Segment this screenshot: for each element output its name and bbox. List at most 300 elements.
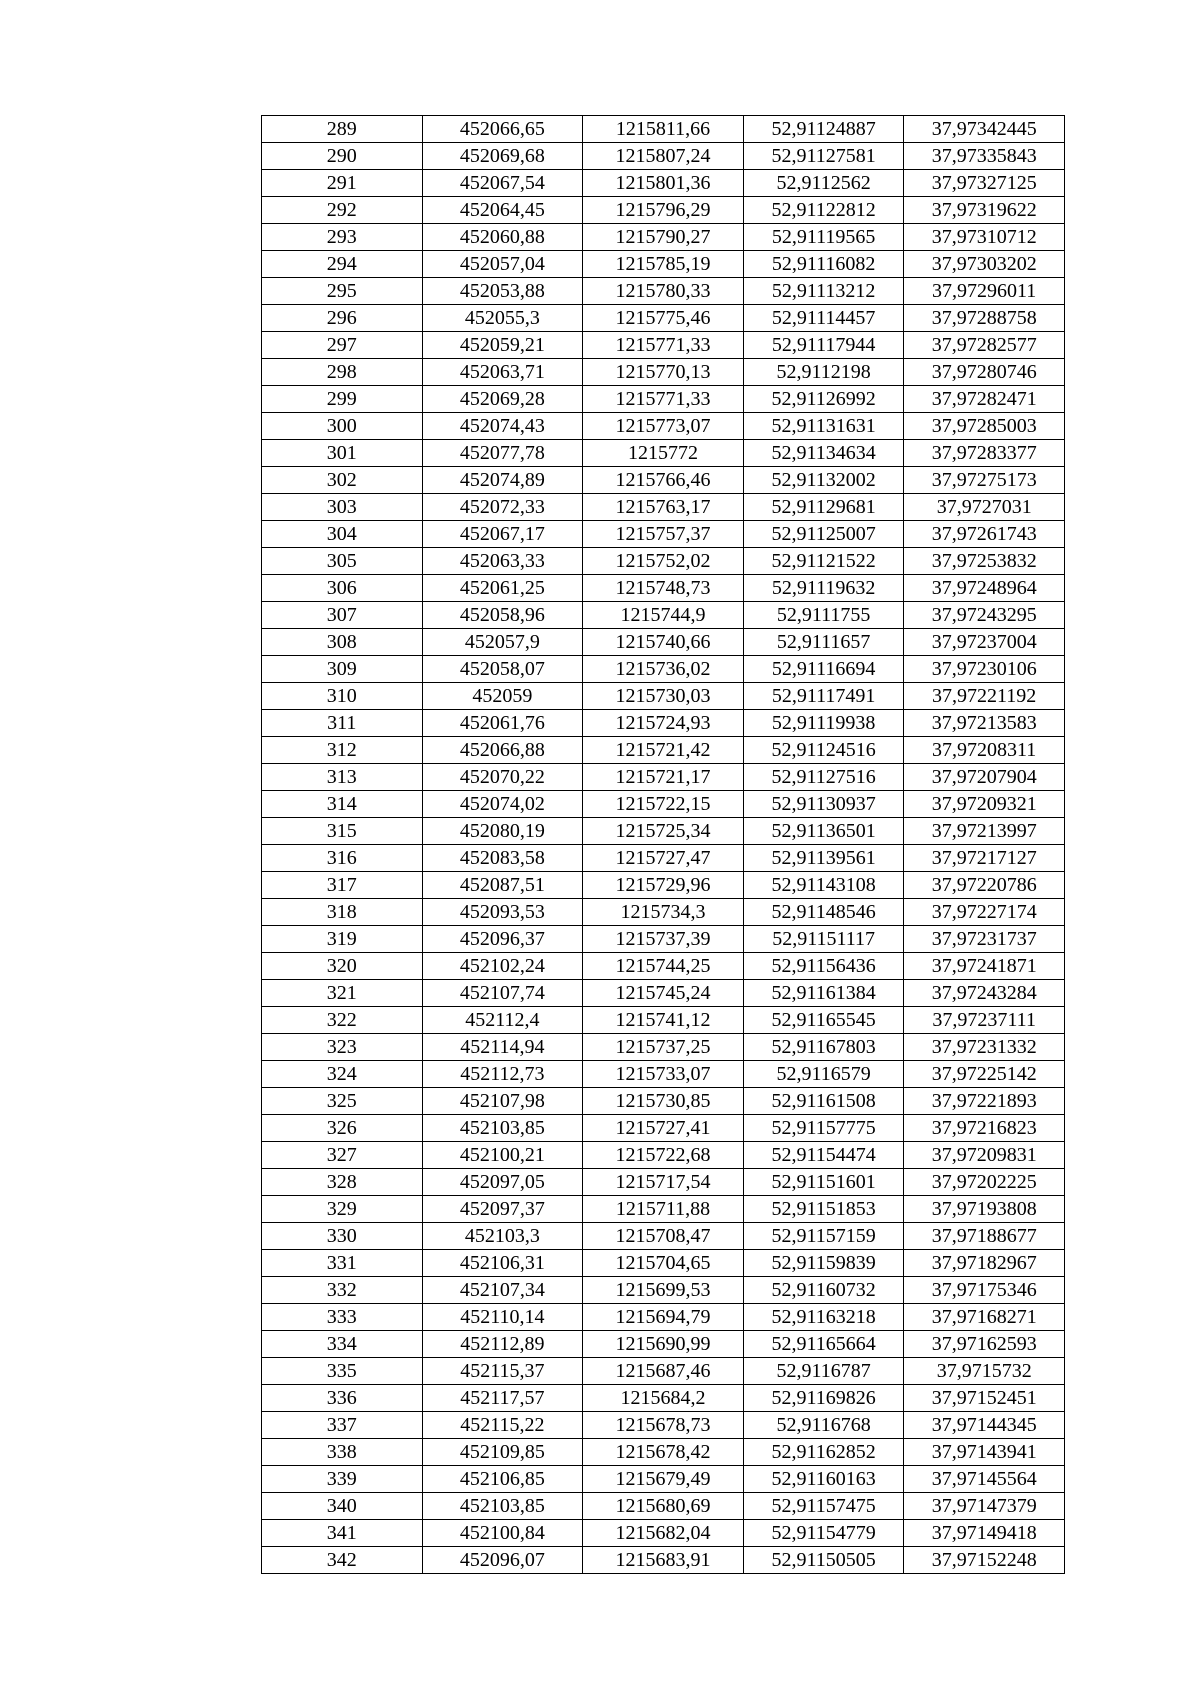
- longitude-cell: 37,97207904: [904, 764, 1065, 791]
- longitude-cell: 37,97208311: [904, 737, 1065, 764]
- table-row: [262, 1547, 1065, 1574]
- latitude-cell: 52,91113212: [743, 278, 904, 305]
- longitude-cell: 37,97237004: [904, 629, 1065, 656]
- y-coordinate-cell: 1215752,02: [583, 548, 744, 575]
- longitude-cell: 37,97282577: [904, 332, 1065, 359]
- longitude-cell: 37,97310712: [904, 224, 1065, 251]
- point-number-cell: 302: [262, 467, 423, 494]
- y-coordinate-cell: 1215763,17: [583, 494, 744, 521]
- latitude-cell: 52,9111657: [743, 629, 904, 656]
- table-row: [262, 1304, 1065, 1331]
- point-number-cell: 307: [262, 602, 423, 629]
- longitude-cell: 37,97217127: [904, 845, 1065, 872]
- y-coordinate-cell: 1215678,73: [583, 1412, 744, 1439]
- point-number-cell: 309: [262, 656, 423, 683]
- y-coordinate-cell: 1215679,49: [583, 1466, 744, 1493]
- latitude-cell: 52,91131631: [743, 413, 904, 440]
- longitude-cell: 37,97342445: [904, 116, 1065, 143]
- y-coordinate-cell: 1215811,66: [583, 116, 744, 143]
- table-row: [262, 683, 1065, 710]
- x-coordinate-cell: 452103,3: [422, 1223, 583, 1250]
- longitude-cell: 37,97209321: [904, 791, 1065, 818]
- x-coordinate-cell: 452100,21: [422, 1142, 583, 1169]
- latitude-cell: 52,91160732: [743, 1277, 904, 1304]
- table-row: [262, 548, 1065, 575]
- point-number-cell: 291: [262, 170, 423, 197]
- x-coordinate-cell: 452097,37: [422, 1196, 583, 1223]
- point-number-cell: 318: [262, 899, 423, 926]
- latitude-cell: 52,91129681: [743, 494, 904, 521]
- table-row: [262, 143, 1065, 170]
- x-coordinate-cell: 452097,05: [422, 1169, 583, 1196]
- point-number-cell: 328: [262, 1169, 423, 1196]
- point-number-cell: 296: [262, 305, 423, 332]
- y-coordinate-cell: 1215796,29: [583, 197, 744, 224]
- table-row: [262, 737, 1065, 764]
- latitude-cell: 52,91154474: [743, 1142, 904, 1169]
- y-coordinate-cell: 1215737,25: [583, 1034, 744, 1061]
- x-coordinate-cell: 452061,76: [422, 710, 583, 737]
- x-coordinate-cell: 452058,07: [422, 656, 583, 683]
- x-coordinate-cell: 452074,02: [422, 791, 583, 818]
- latitude-cell: 52,91119632: [743, 575, 904, 602]
- x-coordinate-cell: 452063,33: [422, 548, 583, 575]
- x-coordinate-cell: 452112,4: [422, 1007, 583, 1034]
- latitude-cell: 52,9111755: [743, 602, 904, 629]
- latitude-cell: 52,91151853: [743, 1196, 904, 1223]
- point-number-cell: 321: [262, 980, 423, 1007]
- point-number-cell: 313: [262, 764, 423, 791]
- x-coordinate-cell: 452100,84: [422, 1520, 583, 1547]
- longitude-cell: 37,97335843: [904, 143, 1065, 170]
- table-row: [262, 1412, 1065, 1439]
- table-row: [262, 386, 1065, 413]
- x-coordinate-cell: 452057,04: [422, 251, 583, 278]
- longitude-cell: 37,97144345: [904, 1412, 1065, 1439]
- table-row: [262, 1520, 1065, 1547]
- point-number-cell: 304: [262, 521, 423, 548]
- longitude-cell: 37,97168271: [904, 1304, 1065, 1331]
- x-coordinate-cell: 452057,9: [422, 629, 583, 656]
- point-number-cell: 319: [262, 926, 423, 953]
- y-coordinate-cell: 1215785,19: [583, 251, 744, 278]
- point-number-cell: 338: [262, 1439, 423, 1466]
- table-row: [262, 602, 1065, 629]
- longitude-cell: 37,97231737: [904, 926, 1065, 953]
- y-coordinate-cell: 1215722,15: [583, 791, 744, 818]
- x-coordinate-cell: 452106,31: [422, 1250, 583, 1277]
- table-row: [262, 710, 1065, 737]
- x-coordinate-cell: 452102,24: [422, 953, 583, 980]
- y-coordinate-cell: 1215790,27: [583, 224, 744, 251]
- latitude-cell: 52,91116694: [743, 656, 904, 683]
- point-number-cell: 290: [262, 143, 423, 170]
- longitude-cell: 37,97283377: [904, 440, 1065, 467]
- table-row: [262, 845, 1065, 872]
- y-coordinate-cell: 1215807,24: [583, 143, 744, 170]
- longitude-cell: 37,97253832: [904, 548, 1065, 575]
- y-coordinate-cell: 1215727,47: [583, 845, 744, 872]
- y-coordinate-cell: 1215721,42: [583, 737, 744, 764]
- latitude-cell: 52,91117944: [743, 332, 904, 359]
- x-coordinate-cell: 452061,25: [422, 575, 583, 602]
- x-coordinate-cell: 452059,21: [422, 332, 583, 359]
- y-coordinate-cell: 1215730,03: [583, 683, 744, 710]
- longitude-cell: 37,97237111: [904, 1007, 1065, 1034]
- table-row: [262, 1196, 1065, 1223]
- table-row: [262, 1439, 1065, 1466]
- y-coordinate-cell: 1215684,2: [583, 1385, 744, 1412]
- y-coordinate-cell: 1215722,68: [583, 1142, 744, 1169]
- latitude-cell: 52,91127516: [743, 764, 904, 791]
- longitude-cell: 37,97147379: [904, 1493, 1065, 1520]
- latitude-cell: 52,91150505: [743, 1547, 904, 1574]
- longitude-cell: 37,97182967: [904, 1250, 1065, 1277]
- y-coordinate-cell: 1215740,66: [583, 629, 744, 656]
- y-coordinate-cell: 1215711,88: [583, 1196, 744, 1223]
- table-row: [262, 440, 1065, 467]
- table-row: [262, 170, 1065, 197]
- latitude-cell: 52,91162852: [743, 1439, 904, 1466]
- y-coordinate-cell: 1215682,04: [583, 1520, 744, 1547]
- longitude-cell: 37,97209831: [904, 1142, 1065, 1169]
- latitude-cell: 52,91119565: [743, 224, 904, 251]
- point-number-cell: 320: [262, 953, 423, 980]
- x-coordinate-cell: 452053,88: [422, 278, 583, 305]
- y-coordinate-cell: 1215744,9: [583, 602, 744, 629]
- point-number-cell: 340: [262, 1493, 423, 1520]
- table-row: [262, 926, 1065, 953]
- y-coordinate-cell: 1215757,37: [583, 521, 744, 548]
- x-coordinate-cell: 452066,65: [422, 116, 583, 143]
- point-number-cell: 310: [262, 683, 423, 710]
- point-number-cell: 314: [262, 791, 423, 818]
- x-coordinate-cell: 452074,89: [422, 467, 583, 494]
- point-number-cell: 311: [262, 710, 423, 737]
- point-number-cell: 303: [262, 494, 423, 521]
- table-row: [262, 413, 1065, 440]
- y-coordinate-cell: 1215734,3: [583, 899, 744, 926]
- point-number-cell: 300: [262, 413, 423, 440]
- y-coordinate-cell: 1215725,34: [583, 818, 744, 845]
- x-coordinate-cell: 452072,33: [422, 494, 583, 521]
- longitude-cell: 37,97303202: [904, 251, 1065, 278]
- point-number-cell: 301: [262, 440, 423, 467]
- point-number-cell: 336: [262, 1385, 423, 1412]
- latitude-cell: 52,91124516: [743, 737, 904, 764]
- point-number-cell: 339: [262, 1466, 423, 1493]
- y-coordinate-cell: 1215766,46: [583, 467, 744, 494]
- y-coordinate-cell: 1215704,65: [583, 1250, 744, 1277]
- latitude-cell: 52,91132002: [743, 467, 904, 494]
- latitude-cell: 52,91160163: [743, 1466, 904, 1493]
- longitude-cell: 37,97241871: [904, 953, 1065, 980]
- longitude-cell: 37,97243295: [904, 602, 1065, 629]
- point-number-cell: 333: [262, 1304, 423, 1331]
- y-coordinate-cell: 1215772: [583, 440, 744, 467]
- point-number-cell: 334: [262, 1331, 423, 1358]
- latitude-cell: 52,91165545: [743, 1007, 904, 1034]
- longitude-cell: 37,97248964: [904, 575, 1065, 602]
- table-row: [262, 1169, 1065, 1196]
- point-number-cell: 312: [262, 737, 423, 764]
- point-number-cell: 305: [262, 548, 423, 575]
- longitude-cell: 37,97288758: [904, 305, 1065, 332]
- longitude-cell: 37,97220786: [904, 872, 1065, 899]
- point-number-cell: 294: [262, 251, 423, 278]
- x-coordinate-cell: 452107,74: [422, 980, 583, 1007]
- longitude-cell: 37,97221893: [904, 1088, 1065, 1115]
- point-number-cell: 330: [262, 1223, 423, 1250]
- y-coordinate-cell: 1215683,91: [583, 1547, 744, 1574]
- x-coordinate-cell: 452106,85: [422, 1466, 583, 1493]
- latitude-cell: 52,91116082: [743, 251, 904, 278]
- x-coordinate-cell: 452069,28: [422, 386, 583, 413]
- table-row: [262, 494, 1065, 521]
- table-row: [262, 899, 1065, 926]
- y-coordinate-cell: 1215680,69: [583, 1493, 744, 1520]
- latitude-cell: 52,91163218: [743, 1304, 904, 1331]
- y-coordinate-cell: 1215724,93: [583, 710, 744, 737]
- point-number-cell: 323: [262, 1034, 423, 1061]
- longitude-cell: 37,97145564: [904, 1466, 1065, 1493]
- table-row: [262, 251, 1065, 278]
- table-row: [262, 1223, 1065, 1250]
- longitude-cell: 37,97327125: [904, 170, 1065, 197]
- table-row: [262, 1331, 1065, 1358]
- coordinates-table: [261, 115, 1065, 1574]
- longitude-cell: 37,97230106: [904, 656, 1065, 683]
- longitude-cell: 37,97285003: [904, 413, 1065, 440]
- x-coordinate-cell: 452077,78: [422, 440, 583, 467]
- table-row: [262, 224, 1065, 251]
- point-number-cell: 326: [262, 1115, 423, 1142]
- table-row: [262, 305, 1065, 332]
- longitude-cell: 37,97216823: [904, 1115, 1065, 1142]
- table-row: [262, 1007, 1065, 1034]
- table-row: [262, 1493, 1065, 1520]
- point-number-cell: 315: [262, 818, 423, 845]
- latitude-cell: 52,91134634: [743, 440, 904, 467]
- table-row: [262, 467, 1065, 494]
- y-coordinate-cell: 1215775,46: [583, 305, 744, 332]
- point-number-cell: 298: [262, 359, 423, 386]
- latitude-cell: 52,91126992: [743, 386, 904, 413]
- y-coordinate-cell: 1215699,53: [583, 1277, 744, 1304]
- point-number-cell: 342: [262, 1547, 423, 1574]
- y-coordinate-cell: 1215687,46: [583, 1358, 744, 1385]
- latitude-cell: 52,91167803: [743, 1034, 904, 1061]
- longitude-cell: 37,97193808: [904, 1196, 1065, 1223]
- longitude-cell: 37,97213997: [904, 818, 1065, 845]
- longitude-cell: 37,97319622: [904, 197, 1065, 224]
- y-coordinate-cell: 1215694,79: [583, 1304, 744, 1331]
- longitude-cell: 37,97162593: [904, 1331, 1065, 1358]
- latitude-cell: 52,91130937: [743, 791, 904, 818]
- latitude-cell: 52,91122812: [743, 197, 904, 224]
- x-coordinate-cell: 452083,58: [422, 845, 583, 872]
- x-coordinate-cell: 452074,43: [422, 413, 583, 440]
- point-number-cell: 297: [262, 332, 423, 359]
- latitude-cell: 52,91157475: [743, 1493, 904, 1520]
- longitude-cell: 37,9715732: [904, 1358, 1065, 1385]
- latitude-cell: 52,91125007: [743, 521, 904, 548]
- latitude-cell: 52,91148546: [743, 899, 904, 926]
- coordinates-table-body: [262, 116, 1065, 1574]
- longitude-cell: 37,9727031: [904, 494, 1065, 521]
- latitude-cell: 52,91157775: [743, 1115, 904, 1142]
- table-row: [262, 197, 1065, 224]
- y-coordinate-cell: 1215708,47: [583, 1223, 744, 1250]
- x-coordinate-cell: 452093,53: [422, 899, 583, 926]
- point-number-cell: 306: [262, 575, 423, 602]
- x-coordinate-cell: 452060,88: [422, 224, 583, 251]
- x-coordinate-cell: 452069,68: [422, 143, 583, 170]
- table-row: [262, 332, 1065, 359]
- y-coordinate-cell: 1215771,33: [583, 332, 744, 359]
- x-coordinate-cell: 452066,88: [422, 737, 583, 764]
- latitude-cell: 52,91121522: [743, 548, 904, 575]
- table-row: [262, 1358, 1065, 1385]
- y-coordinate-cell: 1215748,73: [583, 575, 744, 602]
- x-coordinate-cell: 452114,94: [422, 1034, 583, 1061]
- x-coordinate-cell: 452067,54: [422, 170, 583, 197]
- x-coordinate-cell: 452103,85: [422, 1493, 583, 1520]
- latitude-cell: 52,91124887: [743, 116, 904, 143]
- y-coordinate-cell: 1215727,41: [583, 1115, 744, 1142]
- table-row: [262, 818, 1065, 845]
- point-number-cell: 316: [262, 845, 423, 872]
- table-row: [262, 575, 1065, 602]
- x-coordinate-cell: 452115,37: [422, 1358, 583, 1385]
- latitude-cell: 52,91127581: [743, 143, 904, 170]
- y-coordinate-cell: 1215770,13: [583, 359, 744, 386]
- x-coordinate-cell: 452070,22: [422, 764, 583, 791]
- latitude-cell: 52,91165664: [743, 1331, 904, 1358]
- latitude-cell: 52,91119938: [743, 710, 904, 737]
- point-number-cell: 329: [262, 1196, 423, 1223]
- table-row: [262, 278, 1065, 305]
- point-number-cell: 332: [262, 1277, 423, 1304]
- y-coordinate-cell: 1215733,07: [583, 1061, 744, 1088]
- y-coordinate-cell: 1215744,25: [583, 953, 744, 980]
- y-coordinate-cell: 1215729,96: [583, 872, 744, 899]
- x-coordinate-cell: 452059: [422, 683, 583, 710]
- point-number-cell: 331: [262, 1250, 423, 1277]
- x-coordinate-cell: 452110,14: [422, 1304, 583, 1331]
- x-coordinate-cell: 452103,85: [422, 1115, 583, 1142]
- latitude-cell: 52,91161384: [743, 980, 904, 1007]
- longitude-cell: 37,97227174: [904, 899, 1065, 926]
- latitude-cell: 52,91159839: [743, 1250, 904, 1277]
- y-coordinate-cell: 1215801,36: [583, 170, 744, 197]
- latitude-cell: 52,91154779: [743, 1520, 904, 1547]
- point-number-cell: 322: [262, 1007, 423, 1034]
- table-row: [262, 1250, 1065, 1277]
- y-coordinate-cell: 1215730,85: [583, 1088, 744, 1115]
- latitude-cell: 52,91151117: [743, 926, 904, 953]
- table-row: [262, 1385, 1065, 1412]
- table-row: [262, 764, 1065, 791]
- longitude-cell: 37,97213583: [904, 710, 1065, 737]
- longitude-cell: 37,97296011: [904, 278, 1065, 305]
- x-coordinate-cell: 452107,98: [422, 1088, 583, 1115]
- latitude-cell: 52,91169826: [743, 1385, 904, 1412]
- longitude-cell: 37,97225142: [904, 1061, 1065, 1088]
- y-coordinate-cell: 1215745,24: [583, 980, 744, 1007]
- longitude-cell: 37,97221192: [904, 683, 1065, 710]
- longitude-cell: 37,97280746: [904, 359, 1065, 386]
- x-coordinate-cell: 452096,07: [422, 1547, 583, 1574]
- x-coordinate-cell: 452063,71: [422, 359, 583, 386]
- table-row: [262, 1142, 1065, 1169]
- point-number-cell: 337: [262, 1412, 423, 1439]
- x-coordinate-cell: 452109,85: [422, 1439, 583, 1466]
- x-coordinate-cell: 452115,22: [422, 1412, 583, 1439]
- latitude-cell: 52,9116787: [743, 1358, 904, 1385]
- point-number-cell: 335: [262, 1358, 423, 1385]
- y-coordinate-cell: 1215780,33: [583, 278, 744, 305]
- y-coordinate-cell: 1215737,39: [583, 926, 744, 953]
- point-number-cell: 317: [262, 872, 423, 899]
- point-number-cell: 289: [262, 116, 423, 143]
- table-row: [262, 791, 1065, 818]
- table-row: [262, 1061, 1065, 1088]
- x-coordinate-cell: 452096,37: [422, 926, 583, 953]
- longitude-cell: 37,97261743: [904, 521, 1065, 548]
- point-number-cell: 295: [262, 278, 423, 305]
- y-coordinate-cell: 1215741,12: [583, 1007, 744, 1034]
- y-coordinate-cell: 1215690,99: [583, 1331, 744, 1358]
- point-number-cell: 327: [262, 1142, 423, 1169]
- x-coordinate-cell: 452058,96: [422, 602, 583, 629]
- longitude-cell: 37,97243284: [904, 980, 1065, 1007]
- table-row: [262, 980, 1065, 1007]
- y-coordinate-cell: 1215771,33: [583, 386, 744, 413]
- table-row: [262, 1034, 1065, 1061]
- table-row: [262, 1115, 1065, 1142]
- latitude-cell: 52,91143108: [743, 872, 904, 899]
- point-number-cell: 293: [262, 224, 423, 251]
- point-number-cell: 325: [262, 1088, 423, 1115]
- latitude-cell: 52,91136501: [743, 818, 904, 845]
- table-row: [262, 1088, 1065, 1115]
- latitude-cell: 52,91157159: [743, 1223, 904, 1250]
- table-row: [262, 656, 1065, 683]
- table-row: [262, 116, 1065, 143]
- latitude-cell: 52,9112198: [743, 359, 904, 386]
- x-coordinate-cell: 452112,89: [422, 1331, 583, 1358]
- longitude-cell: 37,97275173: [904, 467, 1065, 494]
- y-coordinate-cell: 1215717,54: [583, 1169, 744, 1196]
- latitude-cell: 52,9112562: [743, 170, 904, 197]
- longitude-cell: 37,97188677: [904, 1223, 1065, 1250]
- point-number-cell: 308: [262, 629, 423, 656]
- latitude-cell: 52,9116579: [743, 1061, 904, 1088]
- latitude-cell: 52,91139561: [743, 845, 904, 872]
- table-row: [262, 1277, 1065, 1304]
- longitude-cell: 37,97149418: [904, 1520, 1065, 1547]
- latitude-cell: 52,91156436: [743, 953, 904, 980]
- longitude-cell: 37,97231332: [904, 1034, 1065, 1061]
- x-coordinate-cell: 452067,17: [422, 521, 583, 548]
- latitude-cell: 52,9116768: [743, 1412, 904, 1439]
- y-coordinate-cell: 1215678,42: [583, 1439, 744, 1466]
- table-row: [262, 359, 1065, 386]
- latitude-cell: 52,91114457: [743, 305, 904, 332]
- point-number-cell: 341: [262, 1520, 423, 1547]
- x-coordinate-cell: 452107,34: [422, 1277, 583, 1304]
